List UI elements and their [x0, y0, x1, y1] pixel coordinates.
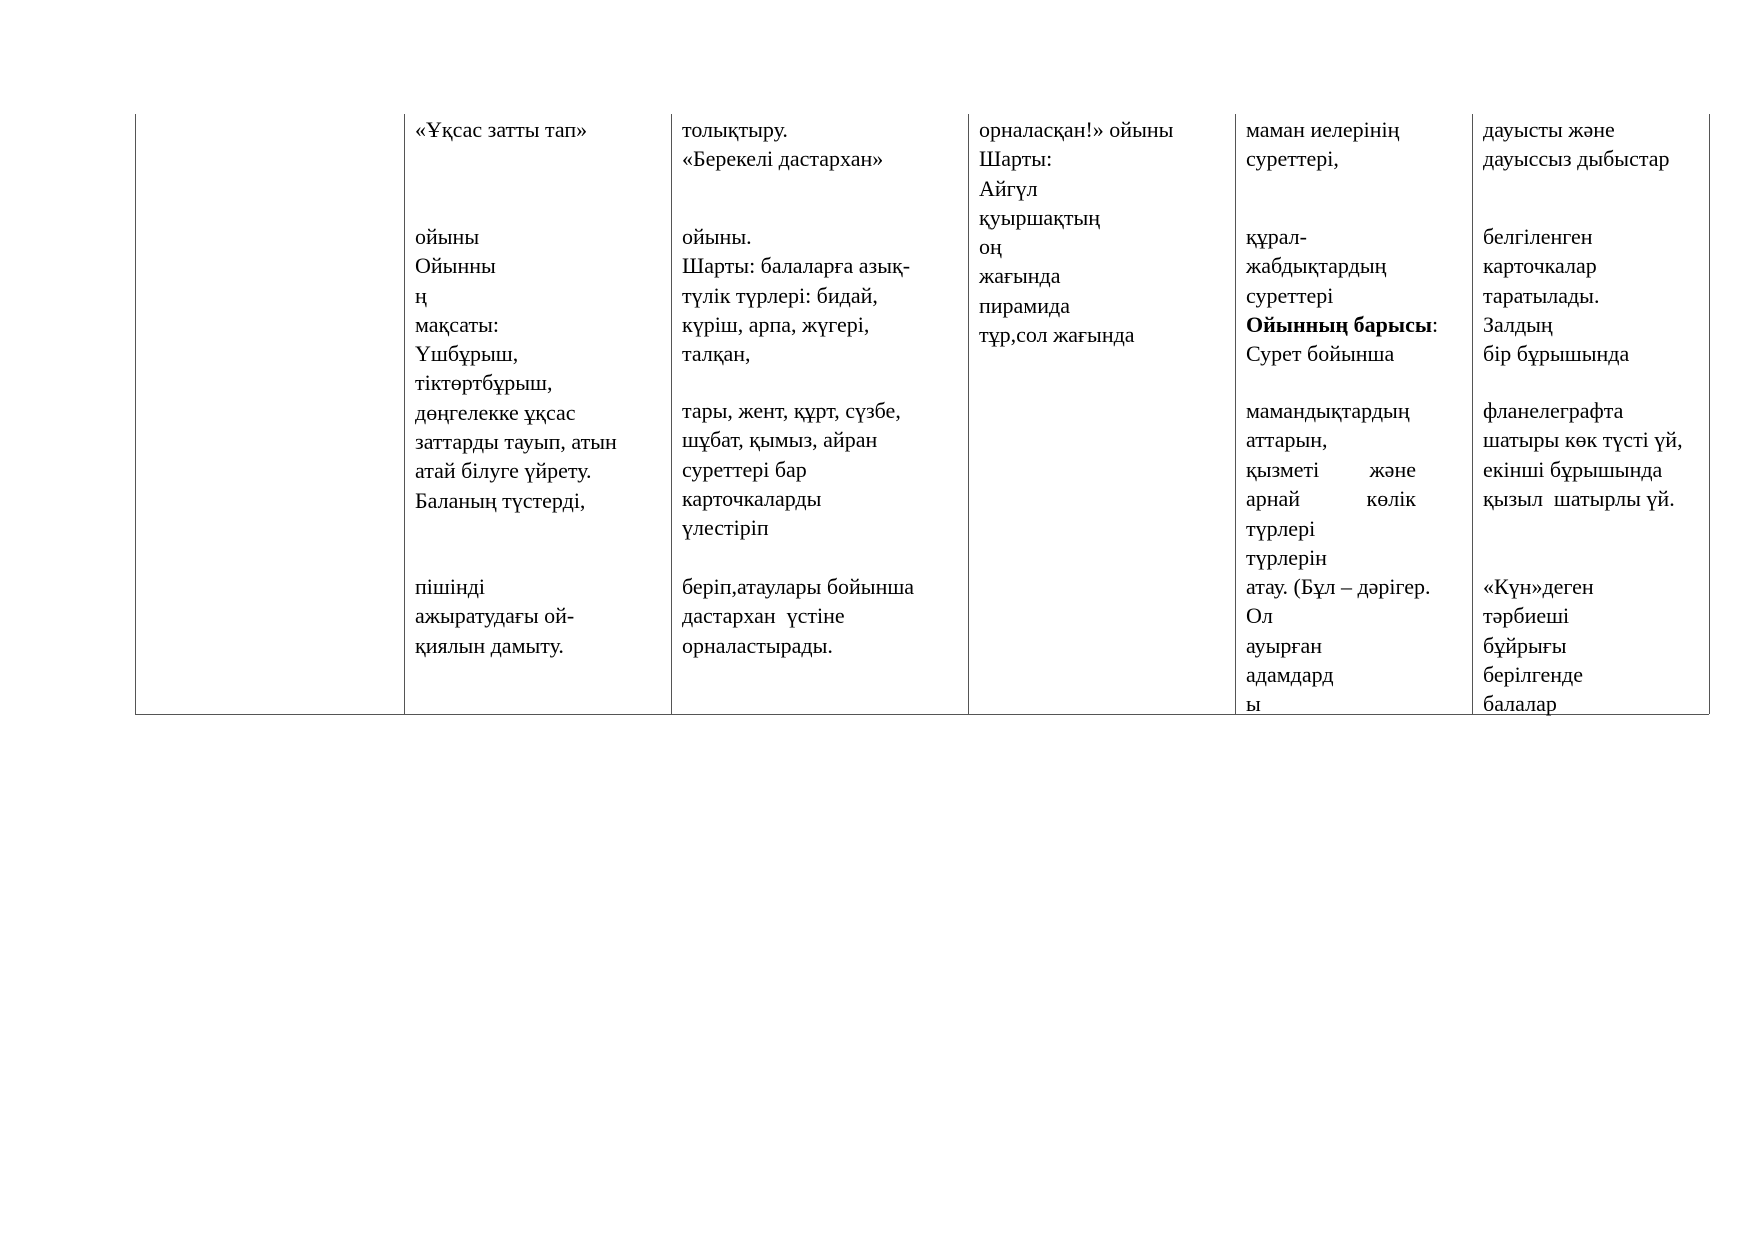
text-line: қуыршақтың: [979, 204, 1101, 230]
text-line: заттарды тауып, атын: [415, 429, 617, 455]
text-word: көлік: [1366, 486, 1416, 512]
col5-text-block-2: [1246, 222, 1386, 310]
text-line: пирамида: [979, 292, 1070, 318]
col5-text-block-1: [1246, 115, 1399, 174]
text-line: орналастырады.: [682, 632, 833, 658]
text-line: тәрбиеші: [1483, 603, 1570, 629]
text-line: шұбат, қымыз, айран: [682, 427, 878, 453]
text-line: фланелеграфта: [1483, 398, 1624, 423]
text-line: Шарты:: [979, 146, 1053, 172]
text-line: Ойынны: [415, 253, 496, 279]
text-line: дөңгелекке ұқсас: [415, 399, 576, 425]
text-line: ауырған: [1246, 632, 1322, 658]
text-word: және: [1369, 457, 1416, 482]
text-line: аттарын,: [1246, 427, 1328, 453]
text-line: түрлері: [1246, 516, 1316, 541]
col3-text-block-3: [682, 396, 901, 542]
text-line: берілгенде: [1483, 661, 1583, 687]
text-line: тіктөртбұрыш,: [415, 370, 553, 396]
text-line: Баланың түстерді,: [415, 487, 586, 513]
text-line: құрал-: [1246, 224, 1307, 249]
col6-text-block-2: [1483, 222, 1629, 368]
text-line: бір бұрышында: [1483, 341, 1630, 367]
text-line: оң: [979, 234, 1002, 260]
text-line: дауыссыз дыбыстар: [1483, 146, 1670, 172]
text-line: толықтыру.: [682, 117, 788, 142]
text-line: бұйрығы: [1483, 632, 1567, 658]
text-line: ы: [1246, 691, 1261, 717]
text-line: таратылады.: [1483, 282, 1600, 308]
col5-justified-lines: [1246, 455, 1416, 514]
text-line: мақсаты:: [415, 311, 499, 337]
text-line: ойыны.: [682, 224, 752, 249]
text-line: «Күн»деген: [1483, 574, 1594, 599]
text-line: атау. (Бұл – дәрігер.: [1246, 574, 1431, 599]
text-line: «Ұқсас затты тап»: [415, 117, 588, 142]
text-line: дастархан үстіне: [682, 603, 845, 629]
text-line: үлестіріп: [682, 515, 769, 541]
text-line: маман иелерінің: [1246, 117, 1400, 142]
text-line: Сурет бойынша: [1246, 341, 1395, 366]
text-line: ойыны: [415, 224, 480, 249]
text-word: қызметі: [1246, 457, 1320, 482]
text-line: Ол: [1246, 603, 1273, 629]
text-line: беріп,атаулары бойынша: [682, 574, 915, 599]
text-line: Залдың: [1483, 311, 1553, 337]
text-line: карточкаларды: [682, 485, 822, 511]
text-line: Үшбұрыш,: [415, 341, 519, 367]
col3-text-block-1: [682, 115, 883, 174]
text-line: жағында: [979, 263, 1061, 289]
text-line: балалар: [1483, 691, 1557, 717]
text-line: қызыл шатырлы үй.: [1483, 485, 1675, 511]
text-line: ажыратудағы ой-: [415, 603, 575, 629]
col5-text-block-3b: [1246, 514, 1327, 573]
table-column-1: [136, 114, 405, 714]
col2-text-block-1: [415, 115, 587, 144]
text-line: «Берекелі дастархан»: [682, 146, 884, 172]
text-line: тұр,сол жағында: [979, 322, 1135, 348]
text-line: карточкалар: [1483, 253, 1597, 279]
text-line: белгіленген: [1483, 224, 1593, 249]
col5-bold-heading-line: [1246, 310, 1438, 339]
text-line: қиялын дамыту.: [415, 632, 564, 658]
justified-text-line: [1246, 484, 1416, 513]
col6-text-block-1: [1483, 115, 1669, 174]
text-line: суреттері бар: [682, 456, 807, 482]
text-line: күріш, арпа, жүгері,: [682, 311, 870, 337]
text-line: пішінді: [415, 574, 486, 599]
text-line: суреттері: [1246, 282, 1334, 308]
col6-text-block-4: [1483, 572, 1594, 718]
col2-text-block-3: [415, 572, 574, 660]
document-table: [135, 114, 1709, 715]
text-line: түлік түрлері: бидай,: [682, 282, 878, 308]
col5-text-block-4: [1246, 572, 1431, 718]
text-line: мамандықтардың: [1246, 398, 1410, 423]
text-word: арнай: [1246, 486, 1301, 512]
col3-text-block-2: [682, 222, 910, 368]
text-line: орналасқан!» ойыны: [979, 117, 1174, 142]
col5-text-block-2b: [1246, 339, 1394, 368]
text-line: суреттері,: [1246, 146, 1339, 172]
text-line: шатыры көк түсті үй,: [1483, 427, 1683, 453]
col3-text-block-4: [682, 572, 914, 660]
text-line: Айгүл: [979, 175, 1038, 201]
text-line: атай білуге үйрету.: [415, 458, 592, 484]
game-progress-colon: :: [1432, 312, 1439, 337]
text-line: ң: [415, 282, 427, 308]
text-line: талқан,: [682, 341, 751, 367]
col4-text-block-1: [979, 115, 1173, 349]
text-line: дауысты және: [1483, 117, 1615, 142]
game-progress-label: Ойынның барысы: [1246, 312, 1433, 337]
text-line: адамдард: [1246, 661, 1334, 687]
text-line: түрлерін: [1246, 545, 1327, 571]
col5-text-block-3a: [1246, 396, 1410, 455]
text-line: жабдықтардың: [1246, 253, 1387, 279]
text-line: екінші бұрышында: [1483, 456, 1663, 482]
text-line: Шарты: балаларға азық-: [682, 253, 911, 279]
justified-text-line: [1246, 455, 1416, 484]
col2-text-block-2: [415, 222, 617, 515]
col6-text-block-3: [1483, 396, 1683, 513]
text-line: тары, жент, құрт, сүзбе,: [682, 398, 901, 423]
